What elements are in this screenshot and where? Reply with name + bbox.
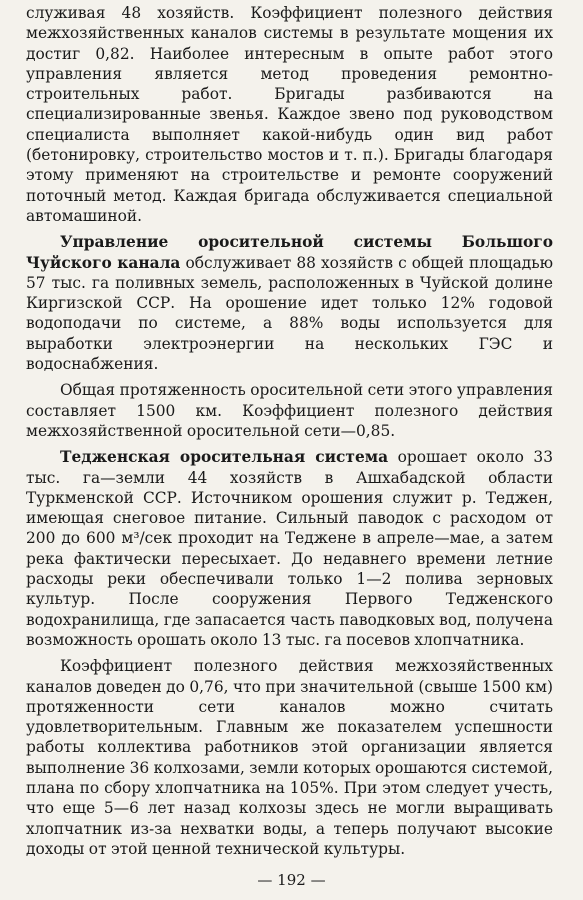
paragraph-4-heading: Теджeнская оросительная система [60, 448, 389, 467]
paragraph-4 [26, 447, 553, 650]
paragraph-4-text: орошает около 33 тыс. га—земли 44 хозяйств в Ашхабадской области Туркменской ССР. Источником орошения служит р. Теджен, имеющая снеговое питание. Сильный паводок с расходом от 200 до 600 м³/сек проходит на Теджене в апреле—мае, а затем река фактически пересыхает. До недавнего времени летние расходы реки обеспечивали только 1—2 полива зерновых культур. После сооружения Первого Тедженского водохранилища, где запасается часть паводковых вод, получена возможность орошать около 13 тыс. га посевов хлопчатника. [26, 448, 553, 649]
page-number: — 192 — [257, 871, 326, 889]
paragraph-5-text: Коэффициент полезного действия межхозяйственных каналов доведен до 0,76, что при значительной (свыше 1500 км) протяженности сети каналов можно считать удовлетворительным. Главным же показателем успешности работы коллектива работников этой организации является выполнение 36 колхозами, земли которых орошаются системой, плана по сбору хлопчатника на 105%. При этом следует учесть, что еще 5—6 лет назад колхозы здесь не могли выращивать хлопчатник из-за нехватки воды, а теперь получают высокие доходы от этой ценной технической культуры. [26, 657, 554, 858]
paragraph-2 [26, 232, 553, 374]
paragraph-2-text: обслуживает 88 хозяйств с общей площадью 57 тыс. га поливных земель, расположенных в Чуйской долине Киргизской ССР. На орошение идет только 12% годовой водоподачи по системе, а 88% воды используется для выработки электроэнергии на нескольких ГЭС и водоснабжения. [26, 253, 553, 374]
paragraph-3-text: Общая протяженность оросительной сети этого управления составляет 1500 км. Коэффициент полезного действия межхозяйственной оросительной сети—0,85. [26, 381, 553, 440]
paragraph-1 [26, 3, 553, 226]
paragraph-2-heading: Управление оросительной системы Большого Чуйского канала [26, 233, 553, 272]
paragraph-5 [26, 656, 553, 859]
paragraph-1-text: служивая 48 хозяйств. Коэффициент полезного действия межхозяйственных каналов системы в результате мощения их достиг 0,82. Наиболее интересным в опыте работ этого управления является метод проведения ремонтно-строительных работ. Бригады разбиваются на специализированные звенья. Каждое звено под руководством специалиста выполняет какой-нибудь один вид работ (бетонировку, строительство мостов и т. п.). Бригады благодаря этому применяют на строительстве и ремонте сооружений поточный метод. Каждая бригада обслуживается специальной автомашиной. [26, 4, 553, 225]
paragraph-3 [26, 380, 553, 441]
